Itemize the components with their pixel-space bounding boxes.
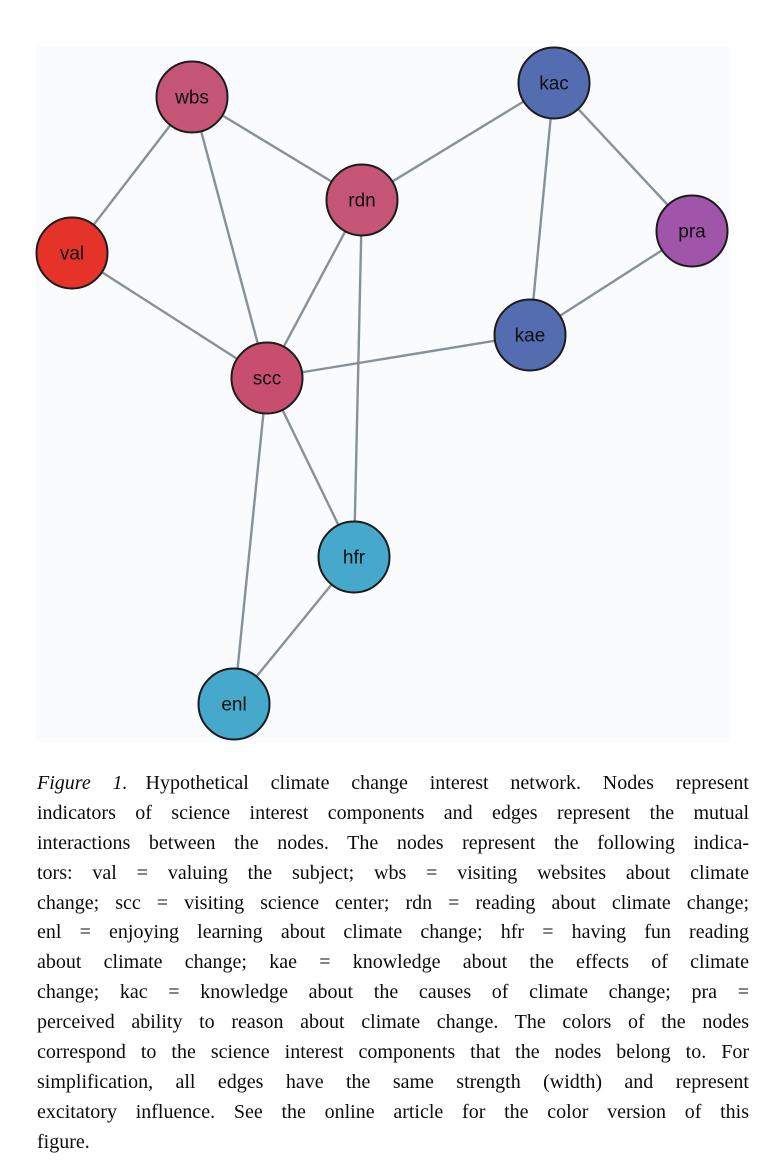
caption-line-9: perceived ability to reason about climate change. The colors of the nodes bbox=[37, 1011, 749, 1034]
caption-line-8: change; kac = knowledge about the causes of climate change; pra = bbox=[37, 981, 749, 1004]
caption-line-4: tors: val = valuing the subject; wbs = visiting websites about climate bbox=[37, 861, 749, 884]
caption-line-12: excitatory influence. See the online article for the color version of this bbox=[37, 1100, 749, 1123]
figure-caption bbox=[37, 769, 749, 1158]
caption-line-5: change; scc = visiting science center; rdn = reading about climate change; bbox=[37, 891, 749, 914]
node-label-pra: pra bbox=[678, 221, 706, 243]
caption-line-10: correspond to the science interest components that the nodes belong to. For bbox=[37, 1041, 749, 1064]
caption-line-7: about climate change; kae = knowledge about the effects of climate bbox=[37, 951, 749, 974]
node-label-hfr: hfr bbox=[342, 547, 366, 569]
caption-line-3: interactions between the nodes. The nodes represent the following indica- bbox=[37, 831, 749, 854]
figure-background bbox=[36, 46, 730, 742]
caption-line-6: enl = enjoying learning about climate change; hfr = having fun reading bbox=[37, 921, 749, 944]
caption-line-13: figure. bbox=[37, 1130, 90, 1153]
figure-number-label: Figure 1. bbox=[37, 772, 128, 794]
node-label-rdn: rdn bbox=[348, 190, 376, 212]
node-label-kac: kac bbox=[539, 73, 569, 95]
caption-line-2: indicators of science interest components and edges represent the mutual bbox=[37, 801, 749, 824]
node-label-val: val bbox=[59, 243, 85, 265]
caption-line-1: Figure 1. Hypothetical climate change interest network. Nodes represent bbox=[37, 772, 749, 794]
node-label-scc: scc bbox=[252, 368, 282, 390]
node-label-wbs: wbs bbox=[175, 87, 209, 109]
node-label-kae: kae bbox=[514, 325, 546, 347]
caption-line-11: simplification, all edges have the same strength (width) and represent bbox=[37, 1070, 749, 1093]
node-label-enl: enl bbox=[221, 694, 247, 716]
